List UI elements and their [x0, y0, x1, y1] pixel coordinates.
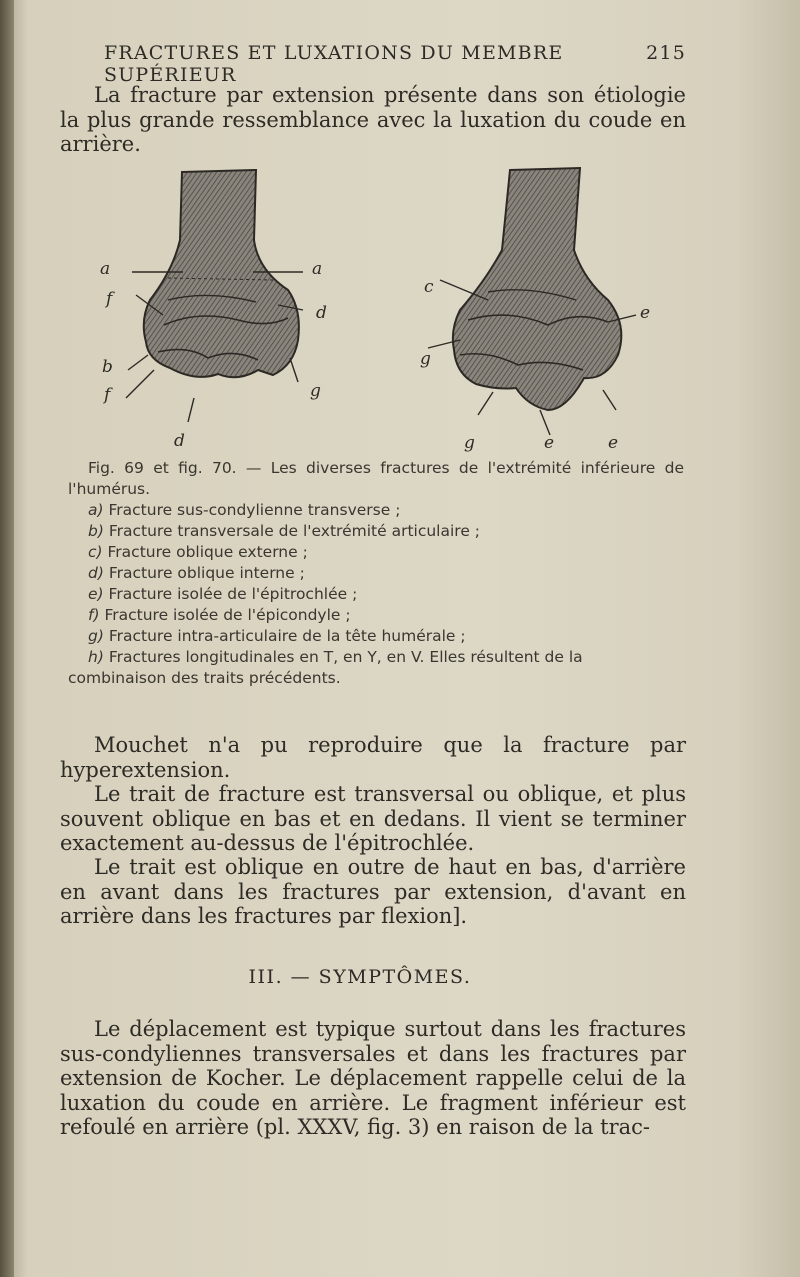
running-title: FRACTURES ET LUXATIONS DU MEMBRE SUPÉRIEUR	[104, 42, 564, 86]
label-d-bottom: d	[174, 431, 185, 451]
label-f-bottom: f	[104, 385, 111, 405]
figure-caption	[68, 458, 684, 689]
label-e-bottom-2: e	[608, 433, 619, 453]
running-header	[104, 42, 686, 86]
section-heading: III. — SYMPTÔMES.	[248, 966, 472, 988]
label-a-left: a	[100, 259, 111, 279]
label-a-right: a	[312, 259, 323, 279]
label-g-side: g	[420, 349, 431, 369]
caption-item: a) Fracture sus-condylienne transverse ;	[88, 501, 401, 519]
figure-69-bone	[144, 170, 299, 377]
caption-item: f) Fracture isolée de l'épicondyle ;	[88, 606, 351, 624]
label-e-bottom-1: e	[544, 433, 555, 453]
body-paragraph-1: Mouchet n'a pu reproduire que la fracture par hyperextension.	[60, 733, 686, 782]
figure-illustration	[88, 160, 651, 455]
page-binding-shadow	[0, 0, 14, 1277]
label-g: g	[310, 381, 321, 401]
caption-title: Fig. 69 et fig. 70. — Les diverses fractures de l'extrémité inférieure de l'humérus.	[68, 459, 684, 498]
figure-70-bone	[453, 168, 621, 410]
closing-paragraph: Le déplacement est typique surtout dans les fractures sus-condyliennes transversales et dans les fractures par extension de Kocher. Le déplacement rappelle celui de la luxation du coude en arrière. Le fragment inférieur est refoulé en arrière (pl. XXXV, fig. 3) en raison de la trac-	[60, 1017, 686, 1139]
label-c: c	[424, 277, 434, 297]
caption-item: h) Fractures longitudinales en T, en Y, en V. Elles résultent de la combinaison des traits précédents.	[68, 648, 583, 687]
caption-item: e) Fracture isolée de l'épitrochlée ;	[88, 585, 358, 603]
intro-paragraph: La fracture par extension présente dans son étiologie la plus grande ressemblance avec la luxation du coude en arrière.	[60, 83, 686, 156]
page-number: 215	[646, 42, 686, 64]
body-paragraph-2: Le trait de fracture est transversal ou oblique, et plus souvent oblique en bas et en dedans. Il vient se terminer exactement au-dessus de l'épitrochlée.	[60, 782, 686, 855]
label-f-top: f	[106, 289, 113, 309]
label-b: b	[102, 357, 113, 377]
caption-item: b) Fracture transversale de l'extrémité articulaire ;	[88, 522, 481, 540]
body-paragraph-3: Le trait est oblique en outre de haut en bas, d'arrière en avant dans les fractures par extension, d'avant en arrière dans les fractures par flexion].	[60, 855, 686, 928]
label-g-bottom: g	[464, 433, 475, 453]
caption-item: c) Fracture oblique externe ;	[88, 543, 308, 561]
caption-item: d) Fracture oblique interne ;	[88, 564, 305, 582]
caption-item: g) Fracture intra-articulaire de la tête humérale ;	[88, 627, 466, 645]
humerus-fracture-figures	[88, 160, 651, 455]
label-e-side: e	[640, 303, 651, 323]
label-d-side: d	[316, 303, 327, 323]
